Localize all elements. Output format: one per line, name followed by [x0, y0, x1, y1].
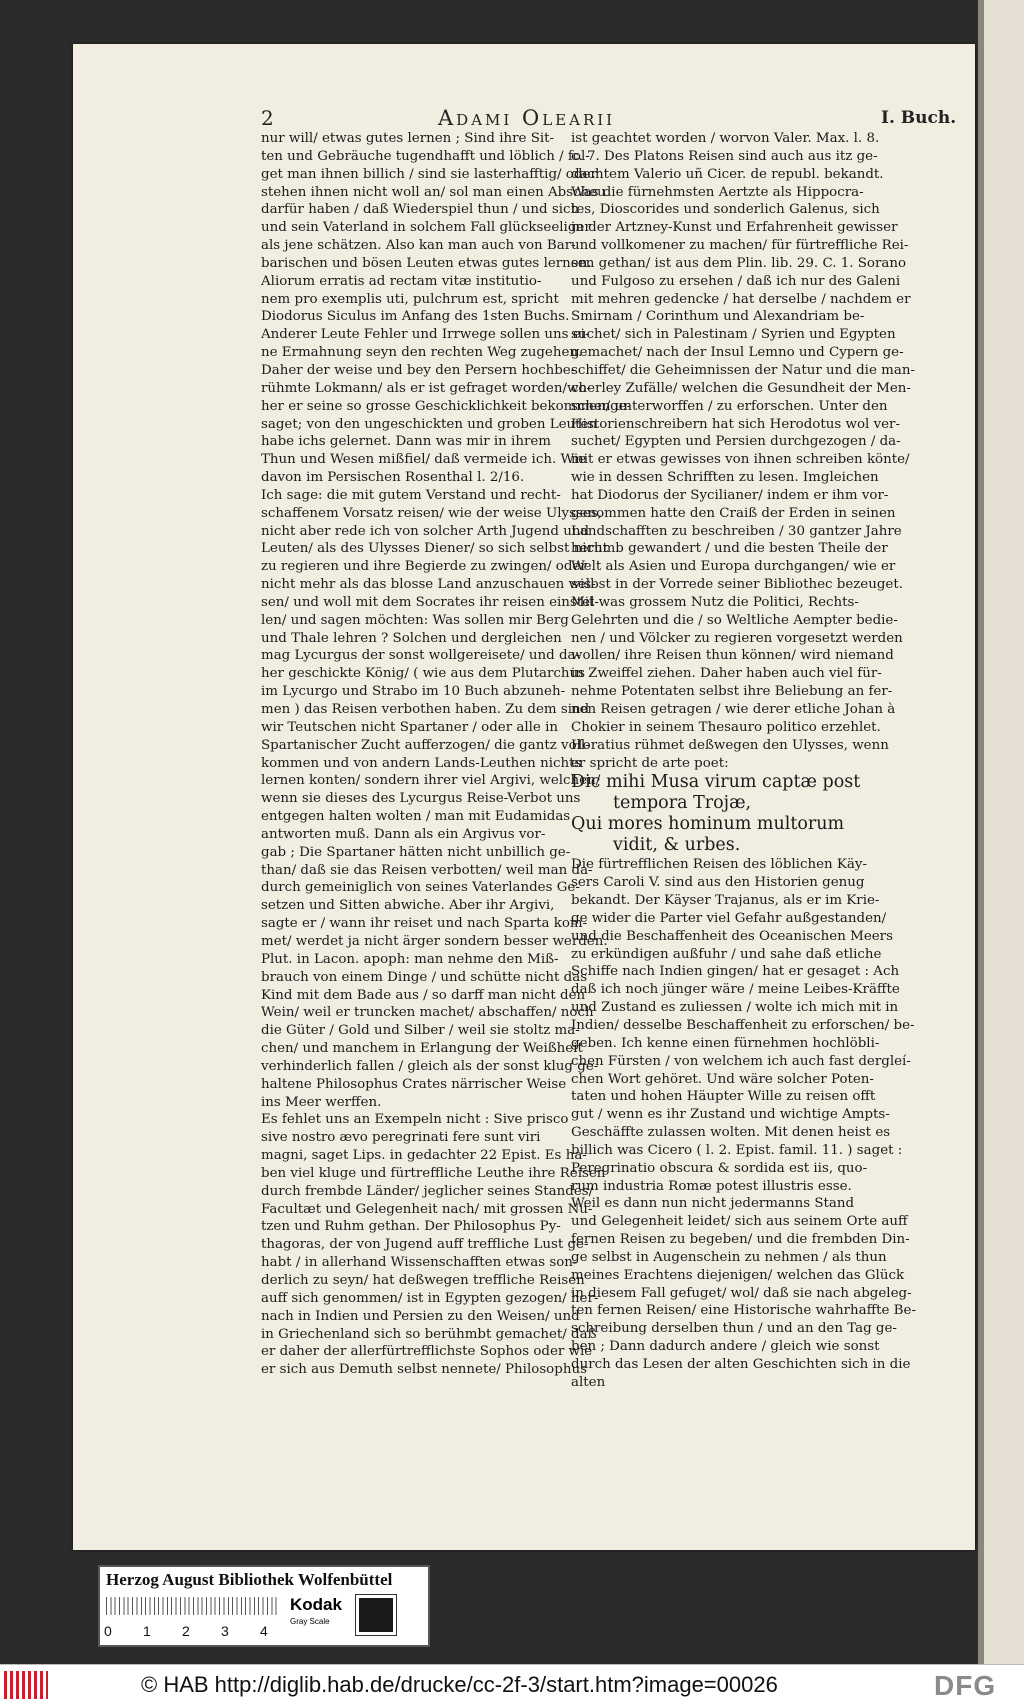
- text-line: brauch von einem Dinge / und schütte nicht das: [261, 969, 588, 985]
- text-line: Es fehlet uns an Exempeln nicht : Sive prisco: [261, 1112, 569, 1128]
- right-column-top: [571, 130, 949, 772]
- running-head: Adami Olearii: [438, 106, 616, 130]
- ruler-number: 1: [143, 1623, 151, 1639]
- text-line: er spricht de arte poet:: [571, 755, 729, 771]
- text-line: nehme Potentaten selbst ihre Beliebung an fer-: [571, 684, 893, 700]
- text-line: Chokier in seinem Thesauro politico erzehlet.: [571, 719, 881, 735]
- text-line: suchet/ Egypten und Persien durchgezogen / da-: [571, 434, 901, 450]
- text-line: in diesem Fall gefuget/ wol/ daß sie nach abgeleg-: [571, 1285, 912, 1301]
- text-line: Diodorus Siculus im Anfang des 1sten Buchs.: [261, 309, 570, 325]
- text-line: men ) das Reisen verbothen haben. Zu dem sind: [261, 702, 590, 717]
- text-line: nem pro exemplis uti, pulchrum est, spricht: [261, 291, 559, 307]
- verse-line: tempora Trojæ,: [613, 793, 752, 814]
- text-line: nicht mehr als das blosse Land anzuschauen wis-: [261, 577, 596, 593]
- text-line: her er seine so grosse Geschicklichkeit bekommen/ge-: [261, 398, 632, 414]
- text-line: zu regieren und ihre Begierde zu zwingen/ oder: [261, 559, 587, 575]
- text-line: mit er etwas gewisses von ihnen schreiben könte/: [571, 452, 910, 468]
- ruler-scale: [106, 1597, 280, 1615]
- text-line: lernen konten/ sondern ihrer viel Argivi, welchen/: [261, 773, 601, 789]
- text-line: Leuten/ als des Ulysses Diener/ so sich selbst nicht: [261, 541, 609, 557]
- page-content: [73, 0, 975, 1550]
- text-line: in Zweiffel ziehen. Daher haben auch viel für-: [571, 666, 882, 682]
- text-line: rühmte Lokmann/ als er ist gefraget worden/wo-: [261, 380, 592, 396]
- text-line: auff sich genommen/ ist in Egypten gezogen/ her-: [261, 1290, 599, 1306]
- text-line: Gelehrten und die / so Weltliche Aempter bedie-: [571, 612, 898, 628]
- text-line: tes, Dioscorides und sonderlich Galenus, sich: [571, 202, 880, 218]
- ruler-number: 0: [104, 1623, 112, 1639]
- text-line: Thun und Wesen mißfiel/ daß vermeide ich. Wie: [261, 452, 587, 468]
- text-line: Aliorum erratis ad rectam vitæ institutio-: [261, 273, 542, 289]
- text-line: Facultæt und Gelegenheit nach/ mit grossen Nu-: [261, 1201, 593, 1217]
- text-line: Horatius rühmet deßwegen den Ulysses, wenn: [571, 737, 889, 753]
- text-line: wie in dessen Schrifften zu lesen. Imgleichen: [571, 470, 879, 486]
- text-line: Welt als Asien und Europa durchgangen/ wie er: [571, 559, 896, 575]
- text-line: durch gemeiniglich von seines Vaterlandes Ge-: [261, 880, 580, 896]
- text-line: und sein Vaterland in solchem Fall glückseeliger: [261, 220, 591, 236]
- text-line: mag Lycurgus der sonst wollgereisete/ und da-: [261, 648, 581, 664]
- verse-line: vidit, & urbes.: [613, 835, 741, 856]
- text-line: im Lycurgo und Strabo im 10 Buch abzuneh-: [261, 684, 566, 700]
- text-line: wenn sie dieses des Lycurgus Reise-Verbot uns: [261, 791, 581, 807]
- verse-line: Qui mores hominum multorum: [571, 814, 845, 835]
- gray-scale-label: Gray Scale: [290, 1617, 330, 1626]
- text-line: nur will/ etwas gutes lernen ; Sind ihre Sit-: [261, 131, 555, 146]
- gray-patch: [356, 1595, 396, 1635]
- text-line: chen Wort gehöret. Und wäre solcher Poten-: [571, 1071, 874, 1087]
- text-line: sagte er / wann ihr reiset und nach Sparta kom-: [261, 916, 588, 932]
- text-line: Smirnam / Corinthum und Alexandriam be-: [571, 309, 865, 325]
- kodak-label: Kodak: [290, 1595, 342, 1614]
- text-line: gab ; Die Spartaner hätten nicht unbillich ge-: [261, 844, 571, 860]
- text-line: gemachet/ nach der Insul Lemno und Cypern ge-: [571, 345, 904, 361]
- text-line: herumb gewandert / und die besten Theile der: [571, 541, 888, 557]
- text-line: taten und hohen Häupter Wille zu reisen offt: [571, 1089, 876, 1105]
- text-line: nach in Indien und Persien zu den Weisen/ und: [261, 1308, 580, 1324]
- text-line: in der Artzney-Kunst und Erfahrenheit gewisser: [571, 220, 898, 236]
- text-line: Geschäffte zulassen wolten. Mit denen heist es: [571, 1125, 891, 1141]
- text-line: schreibung derselben thun / und an den Tag ge-: [571, 1321, 897, 1337]
- text-line: cherley Zufälle/ welchen die Gesundheit der Men-: [571, 380, 911, 396]
- text-line: fernen Reisen zu begeben/ und die frembden Din-: [571, 1232, 910, 1248]
- text-line: ten und Gebräuche tugendhafft und löblich / fol-: [261, 148, 590, 164]
- text-line: er sich aus Demuth selbst nennete/ Philosophus: [261, 1362, 587, 1378]
- text-line: thagoras, der von Jugend auff treffliche Lust ge-: [261, 1237, 589, 1253]
- text-line: derlich zu seyn/ hat deßwegen treffliche Reisen: [261, 1273, 585, 1288]
- library-label: Herzog August Bibliothek Wolfenbüttel: [106, 1570, 393, 1589]
- color-reference-bar: [98, 1565, 430, 1647]
- text-line: than/ daß sie das Reisen verbotten/ weil man da-: [261, 862, 593, 878]
- footer-bar: [0, 1664, 1024, 1705]
- text-line: zu erkündigen außfuhr / und sahe daß etliche: [571, 946, 882, 962]
- text-line: hat Diodorus der Sycilianer/ indem er ihm vor-: [571, 487, 889, 503]
- text-line: ins Meer werffen.: [261, 1094, 382, 1110]
- verse-line: Dic mihi Musa virum captæ post: [571, 772, 861, 793]
- text-line: dachtem Valerio uñ Cicer. de republ. bekandt.: [571, 166, 884, 182]
- text-line: durch das Lesen der alten Geschichten sich in die: [571, 1357, 911, 1372]
- text-line: mit mehren gedencke / hat derselbe / nachdem er: [571, 291, 911, 307]
- text-line: Was die fürnehmsten Aertzte als Hippocra-: [571, 184, 864, 200]
- text-line: genommen hatte den Craiß der Erden in seinen: [571, 505, 896, 521]
- page-number: 2: [261, 106, 274, 130]
- text-line: chen Fürsten / von welchem ich auch fast dergleí-: [571, 1053, 911, 1069]
- text-line: entgegen halten wolten / man mit Eudamidas: [261, 809, 571, 825]
- text-line: schaffenem Vorsatz reisen/ wie der weise Ulysses,: [261, 505, 602, 521]
- text-line: wir Teutschen nicht Spartaner / oder alle in: [261, 719, 559, 735]
- text-line: Kind mit dem Bade aus / so darff man nicht den: [261, 987, 586, 1003]
- text-line: billich was Cicero ( l. 2. Epist. famil. 11. ) saget :: [571, 1142, 903, 1158]
- text-line: habe ichs gelernet. Dann was mir in ihrem: [261, 434, 551, 450]
- text-line: sers Caroli V. sind aus den Historien genug: [571, 875, 865, 891]
- dfg-logo: DFG: [934, 1670, 997, 1701]
- text-line: darfür haben / daß Wiederspiel thun / und sich: [261, 202, 580, 218]
- text-line: tzen und Ruhm gethan. Der Philosophus Py-: [261, 1219, 561, 1235]
- text-line: Weil es dann nun nicht jedermanns Stand: [571, 1196, 855, 1212]
- text-line: ne Ermahnung seyn den rechten Weg zugehen.: [261, 345, 583, 361]
- text-line: meines Erachtens diejenigen/ welchen das Glück: [571, 1267, 905, 1283]
- text-line: habt / in allerhand Wissenschafften etwas son-: [261, 1255, 578, 1271]
- text-line: selbst in der Vorrede seiner Bibliothec bezeuget.: [571, 577, 903, 593]
- text-line: durch frembde Länder/ jeglicher seines Standes/: [261, 1183, 594, 1199]
- text-line: davon im Persischen Rosenthal l. 2/16.: [261, 470, 525, 486]
- text-line: Die fürtrefflichen Reisen des löblichen Käy-: [571, 857, 867, 873]
- copyright-link[interactable]: © HAB http://diglib.hab.de/drucke/cc-2f-3/start.htm?image=00026: [141, 1672, 778, 1697]
- text-line: als jene schätzen. Also kan man auch von Bar-: [261, 238, 576, 254]
- text-line: schiffet/ die Geheimnissen der Natur und die man-: [571, 362, 915, 378]
- text-line: get man ihnen billich / sind sie lasterhafftig/ oder: [261, 166, 597, 182]
- text-line: und Fulgoso zu ersehen / daß ich nur des Galeni: [571, 273, 901, 289]
- text-line: und vollkomener zu machen/ für fürtreffliche Rei-: [571, 238, 909, 254]
- text-line: sive nostro ævo peregrinati fere sunt viri: [261, 1130, 541, 1146]
- text-line: ben viel kluge und fürtreffliche Leuthe ihre Reisen: [261, 1165, 606, 1181]
- text-line: verhinderlich fallen / gleich als der sonst klug ge-: [261, 1058, 599, 1074]
- text-line: Anderer Leute Fehler und Irrwege sollen uns ei-: [261, 327, 590, 343]
- text-line: und Zustand es zuliessen / wolte ich mich mit in: [571, 1000, 899, 1016]
- ruler-number: 4: [260, 1623, 268, 1639]
- text-line: Plut. in Lacon. apoph: man nehme den Miß-: [261, 951, 559, 967]
- text-line: und die Beschaffenheit des Oceanischen Meers: [571, 928, 893, 944]
- text-line: Spartanischer Zucht aufferzogen/ die gantz voll-: [261, 737, 590, 753]
- text-line: ge wider die Parter viel Gefahr außgestanden/: [571, 910, 887, 926]
- text-line: schen unterworffen / zu erforschen. Unter den: [571, 398, 888, 414]
- text-line: ten fernen Reisen/ eine Historische wahrhaffte Be-: [571, 1303, 916, 1319]
- right-column: [571, 130, 949, 1392]
- text-line: stehen ihnen nicht woll an/ sol man einen Abscheu: [261, 184, 606, 200]
- ruler-number: 3: [221, 1623, 229, 1639]
- text-line: barischen und bösen Leuten etwas gutes lernen.: [261, 255, 592, 271]
- text-line: in Griechenland sich so berühmbt gemachet/ daß: [261, 1326, 597, 1342]
- text-line: Indien/ desselbe Beschaffenheit zu erforschen/ be-: [571, 1017, 915, 1033]
- text-line: chen/ und manchem in Erlangung der Weißheit: [261, 1041, 583, 1057]
- text-line: len/ und sagen möchten: Was sollen mir Berg: [261, 612, 569, 628]
- text-line: haltene Philosophus Crates närrischer Weise: [261, 1076, 567, 1092]
- text-line: die Güter / Gold und Silber / weil sie stoltz ma-: [261, 1023, 580, 1039]
- next-page-edge: [978, 0, 1024, 1664]
- text-line: setzen und Sitten abwiche. Aber ihr Argivi,: [261, 898, 555, 914]
- right-column-bottom: [571, 856, 949, 1391]
- verse-quote: [571, 772, 949, 856]
- text-line: ist geachtet worden / worvon Valer. Max. l. 8.: [571, 131, 880, 146]
- text-line: nen / und Völcker zu regieren vorgesetzt werden: [571, 630, 903, 646]
- text-line: met/ werdet ja nicht ärger sondern besser werden.: [261, 933, 608, 949]
- text-line: antworten muß. Dann als ein Argivus vor-: [261, 826, 546, 842]
- text-line: rum industria Romæ potest illustris esse.: [571, 1178, 852, 1194]
- ruler-number: 2: [182, 1623, 190, 1639]
- ruler-numbers: [104, 1623, 299, 1639]
- text-line: sen gethan/ ist aus dem Plin. lib. 29. C. 1. Sorano: [571, 255, 907, 271]
- hab-logo-icon: [4, 1671, 48, 1699]
- text-line: ge selbst in Augenschein zu nehmen / als thun: [571, 1249, 887, 1265]
- text-line: Schiffe nach Indien gingen/ hat er gesaget : Ach: [571, 964, 900, 980]
- text-line: alten: [571, 1374, 606, 1390]
- text-line: magni, saget Lips. in gedachter 22 Epist. Es ha-: [261, 1148, 587, 1164]
- text-line: her geschickte König/ ( wie aus dem Plutarchus: [261, 666, 586, 682]
- text-line: nicht aber rede ich von solcher Arth Jugend und: [261, 523, 590, 539]
- text-line: Wein/ weil er truncken machet/ abschaffen/ noch: [261, 1005, 594, 1021]
- text-line: kommen und von andern Lands-Leuthen nichts: [261, 755, 582, 771]
- text-line: Peregrinatio obscura & sordida est iis, quo-: [571, 1160, 868, 1176]
- text-line: wollen/ ihre Reisen thun können/ wird niemand: [571, 648, 894, 664]
- text-line: nen Reisen getragen / wie derer etliche Johan à: [571, 702, 896, 717]
- text-line: suchet/ sich in Palestinam / Syrien und Egypten: [571, 327, 896, 343]
- text-line: Mit was grossem Nutz die Politici, Rechts-: [571, 594, 859, 610]
- text-line: gut / wenn es ihr Zustand und wichtige Ampts-: [571, 1107, 890, 1123]
- text-line: Historienschreibern hat sich Herodotus wol ver-: [571, 416, 900, 432]
- text-line: Daher der weise und bey den Persern hochbe-: [261, 362, 576, 378]
- text-line: sen/ und woll mit dem Socrates ihr reisen einstel-: [261, 594, 599, 610]
- text-line: bekandt. Der Käyser Trajanus, als er im Krie-: [571, 893, 880, 909]
- text-line: saget; von den ungeschickten und groben Leuten: [261, 416, 598, 432]
- text-line: er daher der allerfürtrefflichste Sophos oder wie: [261, 1344, 593, 1360]
- text-line: Ich sage: die mit gutem Verstand und recht-: [261, 487, 561, 503]
- text-line: geben. Ich kenne einen fürnehmen hochlöbli-: [571, 1035, 880, 1051]
- text-line: ben ; Dann dadurch andere / gleich wie sonst: [571, 1339, 880, 1355]
- text-line: daß ich noch jünger wäre / meine Leibes-Kräffte: [571, 982, 900, 998]
- text-line: und Thale lehren ? Solchen und dergleichen: [261, 630, 562, 646]
- book-marker: I. Buch.: [881, 108, 957, 128]
- text-line: c. 7. Des Platons Reisen sind auch aus itz ge-: [571, 148, 878, 164]
- text-line: und Gelegenheit leidet/ sich aus seinem Orte auff: [571, 1214, 908, 1230]
- text-line: Landschafften zu beschreiben / 30 gantzer Jahre: [571, 523, 902, 539]
